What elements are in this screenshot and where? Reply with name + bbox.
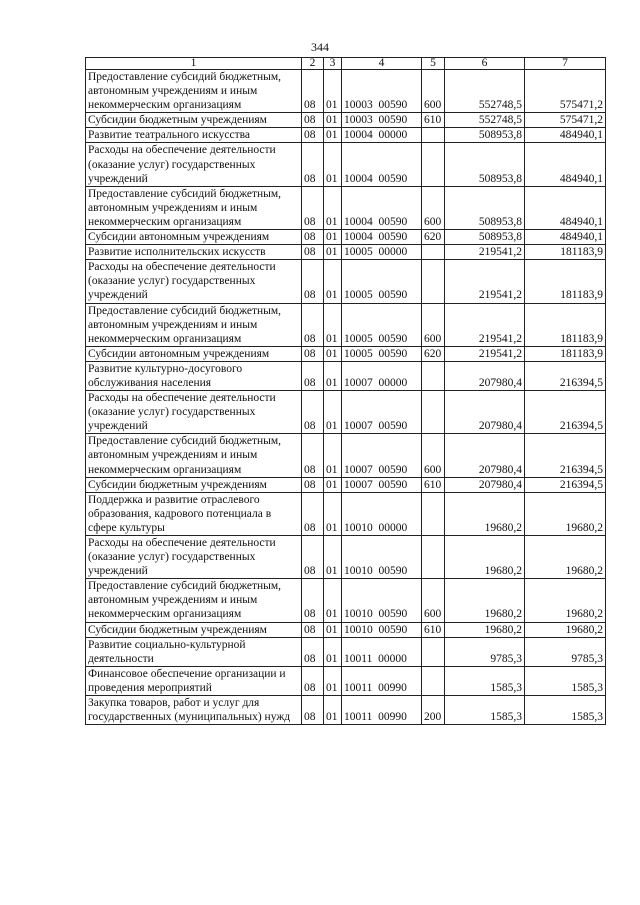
section-code-cell: 08: [302, 622, 324, 637]
table-row: [86, 361, 606, 390]
subsection-code-cell: 01: [324, 477, 342, 492]
target-article-cell: 10004 00590: [342, 186, 422, 229]
column-header: 2: [302, 58, 324, 70]
target-article-cell: 10005 00000: [342, 245, 422, 260]
amount-col7-cell: 9785,3: [525, 637, 606, 666]
row-name-cell: Развитие исполнительских искусств: [86, 245, 302, 260]
column-header: 1: [86, 58, 302, 70]
target-article-cell: 10003 00590: [342, 113, 422, 128]
expense-type-cell: 600: [422, 579, 445, 622]
section-code-cell: 08: [302, 303, 324, 346]
amount-col7-cell: 575471,2: [525, 113, 606, 128]
target-article-cell: 10007 00000: [342, 361, 422, 390]
amount-col7-cell: 19680,2: [525, 579, 606, 622]
row-name-cell: Субсидии бюджетным учреждениям: [86, 477, 302, 492]
amount-col7-cell: 216394,5: [525, 477, 606, 492]
expense-type-cell: [422, 391, 445, 434]
target-article-cell: 10005 00590: [342, 303, 422, 346]
expense-type-cell: 610: [422, 113, 445, 128]
section-code-cell: 08: [302, 186, 324, 229]
amount-col7-cell: 1585,3: [525, 666, 606, 695]
section-code-cell: 08: [302, 666, 324, 695]
amount-col6-cell: 207980,4: [445, 391, 525, 434]
expense-type-cell: 610: [422, 622, 445, 637]
expense-type-cell: 600: [422, 434, 445, 477]
section-code-cell: 08: [302, 637, 324, 666]
expense-type-cell: [422, 260, 445, 303]
row-name-cell: Предоставление субсидий бюджетным, автономным учреждениям и иным некоммерческим организациям: [86, 434, 302, 477]
expense-type-cell: 600: [422, 70, 445, 113]
amount-col7-cell: 19680,2: [525, 622, 606, 637]
subsection-code-cell: 01: [324, 361, 342, 390]
amount-col7-cell: 216394,5: [525, 391, 606, 434]
subsection-code-cell: 01: [324, 128, 342, 143]
expense-type-cell: 200: [422, 696, 445, 725]
table-row: [86, 622, 606, 637]
column-header: 6: [445, 58, 525, 70]
expense-type-cell: 600: [422, 186, 445, 229]
table-row: [86, 303, 606, 346]
subsection-code-cell: 01: [324, 434, 342, 477]
table-row: [86, 579, 606, 622]
amount-col6-cell: 552748,5: [445, 70, 525, 113]
expense-type-cell: [422, 666, 445, 695]
column-header: 7: [525, 58, 606, 70]
amount-col7-cell: 181183,9: [525, 303, 606, 346]
subsection-code-cell: 01: [324, 492, 342, 535]
subsection-code-cell: 01: [324, 637, 342, 666]
amount-col7-cell: 484940,1: [525, 230, 606, 245]
amount-col6-cell: 1585,3: [445, 696, 525, 725]
target-article-cell: 10004 00590: [342, 230, 422, 245]
section-code-cell: 08: [302, 143, 324, 186]
subsection-code-cell: 01: [324, 230, 342, 245]
amount-col7-cell: 181183,9: [525, 245, 606, 260]
table-body: [86, 70, 606, 725]
table-row: [86, 696, 606, 725]
amount-col6-cell: 219541,2: [445, 303, 525, 346]
row-name-cell: Расходы на обеспечение деятельности (оказание услуг) государственных учреждений: [86, 391, 302, 434]
subsection-code-cell: 01: [324, 143, 342, 186]
expense-type-cell: [422, 143, 445, 186]
header-row: [86, 58, 606, 70]
target-article-cell: 10010 00000: [342, 492, 422, 535]
target-article-cell: 10007 00590: [342, 391, 422, 434]
section-code-cell: 08: [302, 477, 324, 492]
target-article-cell: 10003 00590: [342, 70, 422, 113]
amount-col7-cell: 19680,2: [525, 536, 606, 579]
expense-type-cell: [422, 245, 445, 260]
subsection-code-cell: 01: [324, 666, 342, 695]
table-row: [86, 477, 606, 492]
subsection-code-cell: 01: [324, 113, 342, 128]
target-article-cell: 10007 00590: [342, 434, 422, 477]
target-article-cell: 10004 00000: [342, 128, 422, 143]
subsection-code-cell: 01: [324, 70, 342, 113]
expense-type-cell: 620: [422, 230, 445, 245]
subsection-code-cell: 01: [324, 245, 342, 260]
target-article-cell: 10010 00590: [342, 622, 422, 637]
target-article-cell: 10004 00590: [342, 143, 422, 186]
row-name-cell: Субсидии бюджетным учреждениям: [86, 113, 302, 128]
amount-col6-cell: 219541,2: [445, 260, 525, 303]
amount-col7-cell: 19680,2: [525, 492, 606, 535]
amount-col7-cell: 181183,9: [525, 260, 606, 303]
amount-col6-cell: 19680,2: [445, 622, 525, 637]
row-name-cell: Предоставление субсидий бюджетным, автономным учреждениям и иным некоммерческим организациям: [86, 70, 302, 113]
target-article-cell: 10007 00590: [342, 477, 422, 492]
amount-col6-cell: 1585,3: [445, 666, 525, 695]
row-name-cell: Развитие театрального искусства: [86, 128, 302, 143]
column-header: 3: [324, 58, 342, 70]
amount-col6-cell: 19680,2: [445, 536, 525, 579]
amount-col6-cell: 508953,8: [445, 186, 525, 229]
amount-col7-cell: 181183,9: [525, 346, 606, 361]
row-name-cell: Предоставление субсидий бюджетным, автономным учреждениям и иным некоммерческим организациям: [86, 579, 302, 622]
section-code-cell: 08: [302, 260, 324, 303]
amount-col6-cell: 508953,8: [445, 230, 525, 245]
expense-type-cell: 610: [422, 477, 445, 492]
subsection-code-cell: 01: [324, 622, 342, 637]
subsection-code-cell: 01: [324, 303, 342, 346]
target-article-cell: 10011 00990: [342, 666, 422, 695]
amount-col6-cell: 219541,2: [445, 245, 525, 260]
column-header: 4: [342, 58, 422, 70]
section-code-cell: 08: [302, 536, 324, 579]
amount-col6-cell: 207980,4: [445, 477, 525, 492]
table-row: [86, 434, 606, 477]
section-code-cell: 08: [302, 245, 324, 260]
row-name-cell: Поддержка и развитие отраслевого образования, кадрового потенциала в сфере культуры: [86, 492, 302, 535]
expense-type-cell: [422, 492, 445, 535]
subsection-code-cell: 01: [324, 536, 342, 579]
page-number: 344: [311, 40, 329, 54]
row-name-cell: Предоставление субсидий бюджетным, автономным учреждениям и иным некоммерческим организациям: [86, 303, 302, 346]
section-code-cell: 08: [302, 391, 324, 434]
amount-col7-cell: 484940,1: [525, 186, 606, 229]
section-code-cell: 08: [302, 230, 324, 245]
row-name-cell: Развитие социально-культурной деятельности: [86, 637, 302, 666]
expense-type-cell: [422, 536, 445, 579]
amount-col7-cell: 484940,1: [525, 128, 606, 143]
target-article-cell: 10010 00590: [342, 536, 422, 579]
amount-col7-cell: 575471,2: [525, 70, 606, 113]
table-row: [86, 245, 606, 260]
section-code-cell: 08: [302, 361, 324, 390]
amount-col6-cell: 207980,4: [445, 434, 525, 477]
row-name-cell: Расходы на обеспечение деятельности (оказание услуг) государственных учреждений: [86, 536, 302, 579]
subsection-code-cell: 01: [324, 391, 342, 434]
row-name-cell: Финансовое обеспечение организации и проведения мероприятий: [86, 666, 302, 695]
section-code-cell: 08: [302, 492, 324, 535]
expense-type-cell: [422, 637, 445, 666]
target-article-cell: 10011 00000: [342, 637, 422, 666]
table-row: [86, 230, 606, 245]
section-code-cell: 08: [302, 579, 324, 622]
table-row: [86, 113, 606, 128]
row-name-cell: Субсидии автономным учреждениям: [86, 230, 302, 245]
target-article-cell: 10005 00590: [342, 346, 422, 361]
row-name-cell: Субсидии бюджетным учреждениям: [86, 622, 302, 637]
table-row: [86, 128, 606, 143]
expense-type-cell: [422, 128, 445, 143]
section-code-cell: 08: [302, 434, 324, 477]
amount-col6-cell: 552748,5: [445, 113, 525, 128]
amount-col6-cell: 9785,3: [445, 637, 525, 666]
row-name-cell: Расходы на обеспечение деятельности (оказание услуг) государственных учреждений: [86, 260, 302, 303]
section-code-cell: 08: [302, 696, 324, 725]
amount-col6-cell: 508953,8: [445, 128, 525, 143]
amount-col7-cell: 216394,5: [525, 361, 606, 390]
table-row: [86, 637, 606, 666]
subsection-code-cell: 01: [324, 579, 342, 622]
section-code-cell: 08: [302, 70, 324, 113]
budget-table: [85, 57, 606, 725]
expense-type-cell: [422, 361, 445, 390]
amount-col6-cell: 207980,4: [445, 361, 525, 390]
expense-type-cell: 620: [422, 346, 445, 361]
table-row: [86, 492, 606, 535]
table-row: [86, 186, 606, 229]
section-code-cell: 08: [302, 128, 324, 143]
amount-col6-cell: 508953,8: [445, 143, 525, 186]
row-name-cell: Субсидии автономным учреждениям: [86, 346, 302, 361]
amount-col6-cell: 219541,2: [445, 346, 525, 361]
section-code-cell: 08: [302, 346, 324, 361]
target-article-cell: 10010 00590: [342, 579, 422, 622]
table-row: [86, 391, 606, 434]
table-row: [86, 346, 606, 361]
target-article-cell: 10011 00990: [342, 696, 422, 725]
section-code-cell: 08: [302, 113, 324, 128]
row-name-cell: Предоставление субсидий бюджетным, автономным учреждениям и иным некоммерческим организациям: [86, 186, 302, 229]
subsection-code-cell: 01: [324, 346, 342, 361]
row-name-cell: Закупка товаров, работ и услуг для государственных (муниципальных) нужд: [86, 696, 302, 725]
table-row: [86, 666, 606, 695]
amount-col6-cell: 19680,2: [445, 579, 525, 622]
amount-col7-cell: 1585,3: [525, 696, 606, 725]
table-row: [86, 70, 606, 113]
amount-col7-cell: 484940,1: [525, 143, 606, 186]
subsection-code-cell: 01: [324, 186, 342, 229]
table-row: [86, 143, 606, 186]
table-row: [86, 260, 606, 303]
subsection-code-cell: 01: [324, 260, 342, 303]
table-row: [86, 536, 606, 579]
amount-col6-cell: 19680,2: [445, 492, 525, 535]
expense-type-cell: 600: [422, 303, 445, 346]
row-name-cell: Развитие культурно-досугового обслуживания населения: [86, 361, 302, 390]
target-article-cell: 10005 00590: [342, 260, 422, 303]
column-header: 5: [422, 58, 445, 70]
subsection-code-cell: 01: [324, 696, 342, 725]
amount-col7-cell: 216394,5: [525, 434, 606, 477]
row-name-cell: Расходы на обеспечение деятельности (оказание услуг) государственных учреждений: [86, 143, 302, 186]
